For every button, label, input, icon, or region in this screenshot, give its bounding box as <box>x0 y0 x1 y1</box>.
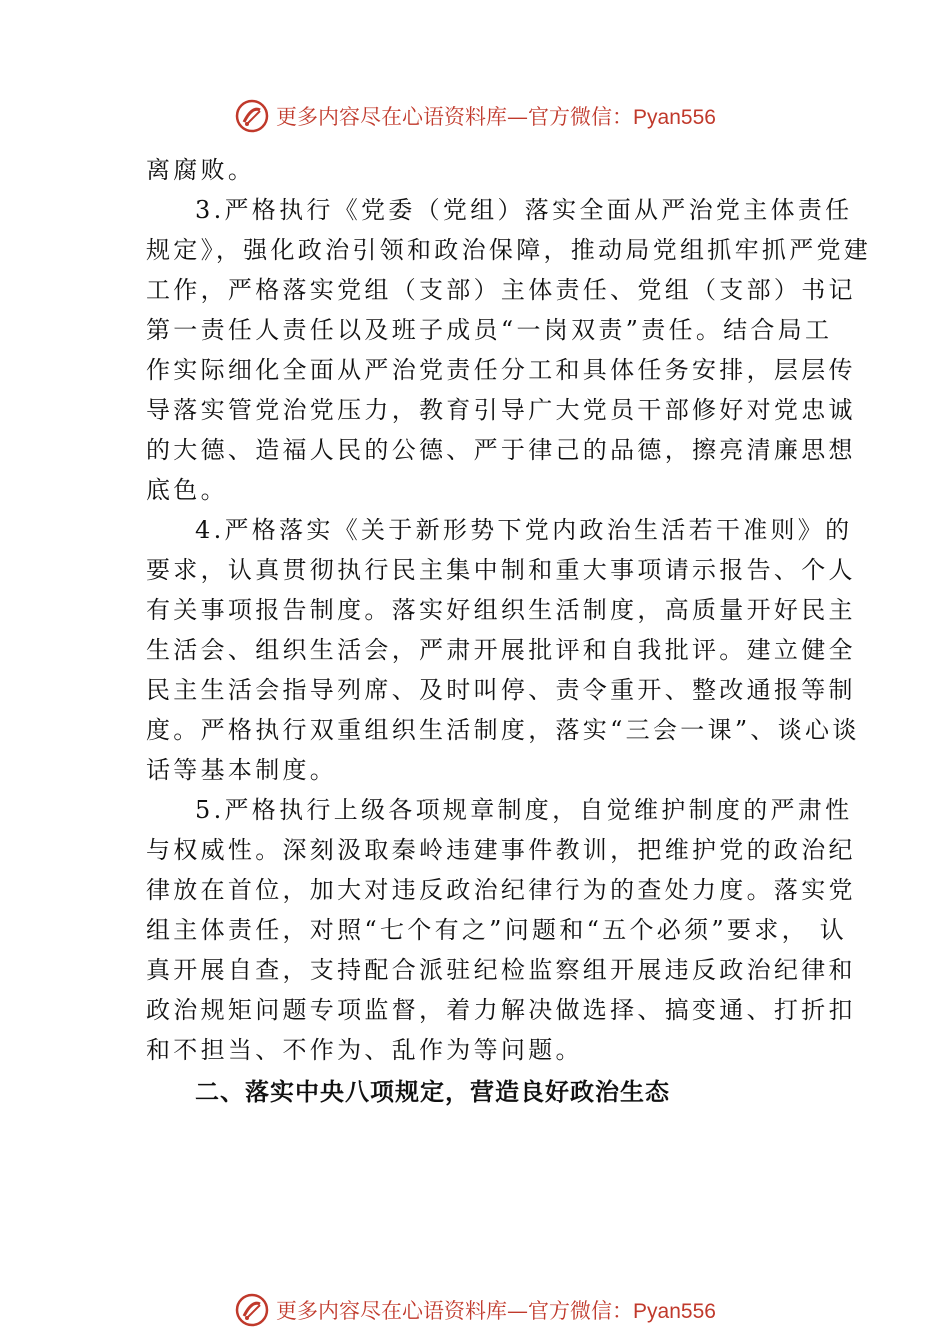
text-line: 生活会、组织生活会，严肃开展批评和自我批评。建立健全 <box>146 636 856 664</box>
footer-watermark <box>0 1290 950 1330</box>
text-line: 民主生活会指导列席、及时叫停、责令重开、整改通报等制 <box>146 676 856 704</box>
text-line: 话等基本制度。 <box>146 756 338 784</box>
text-line: 5.严格执行上级各项规章制度，自觉维护制度的严肃性 <box>195 796 853 824</box>
paragraph-continuation <box>146 150 812 190</box>
book-pen-logo-icon <box>234 1292 270 1328</box>
text-line: 组主体责任，对照“七个有之”问题和“五个必须”要求， 认 <box>146 916 848 944</box>
text-line: 与权威性。深刻汲取秦岭违建事件教训，把维护党的政治纪 <box>146 836 856 864</box>
watermark-text: 更多内容尽在心语资料库—官方微信：Pyan556 <box>276 105 716 129</box>
paragraph-item-5 <box>146 790 856 1070</box>
text-line: 离腐败。 <box>146 156 256 184</box>
header-watermark <box>0 96 950 136</box>
text-line: 导落实管党治党压力，教育引导广大党员干部修好对党忠诚 <box>146 396 856 424</box>
text-line: 的大德、造福人民的公德、严于律己的品德，擦亮清廉思想 <box>146 436 856 464</box>
text-line: 要求，认真贯彻执行民主集中制和重大事项请示报告、个人 <box>146 556 856 584</box>
watermark-text: 更多内容尽在心语资料库—官方微信：Pyan556 <box>276 1299 716 1323</box>
text-line: 工作，严格落实党组（支部）主体责任、党组（支部）书记 <box>146 276 856 304</box>
text-line: 和不担当、不作为、乱作为等问题。 <box>146 1036 583 1064</box>
paragraph-item-4 <box>146 510 860 790</box>
text-line: 规定》，强化政治引领和政治保障，推动局党组抓牢抓严党建 <box>146 236 872 264</box>
paragraph-item-3 <box>146 190 872 510</box>
book-pen-logo-icon <box>234 98 270 134</box>
text-line: 度。严格执行双重组织生活制度，落实“三会一课”、谈心谈 <box>146 716 860 744</box>
text-line: 4.严格落实《关于新形势下党内政治生活若干准则》的 <box>195 516 853 544</box>
text-line: 真开展自查，支持配合派驻纪检监察组开展违反政治纪律和 <box>146 956 856 984</box>
text-line: 作实际细化全面从严治党责任分工和具体任务安排，层层传 <box>146 356 856 384</box>
section-heading: 二、落实中央八项规定，营造良好政治生态 <box>195 1078 670 1106</box>
text-line: 政治规矩问题专项监督，着力解决做选择、搞变通、打折扣 <box>146 996 856 1024</box>
text-line: 有关事项报告制度。落实好组织生活制度，高质量开好民主 <box>146 596 856 624</box>
text-line: 底色。 <box>146 476 228 504</box>
text-line: 律放在首位，加大对违反政治纪律行为的查处力度。落实党 <box>146 876 856 904</box>
text-line: 第一责任人责任以及班子成员“一岗双责”责任。结合局工 <box>146 316 833 344</box>
document-body <box>146 150 872 1112</box>
text-line: 3.严格执行《党委（党组）落实全面从严治党主体责任 <box>195 196 853 224</box>
